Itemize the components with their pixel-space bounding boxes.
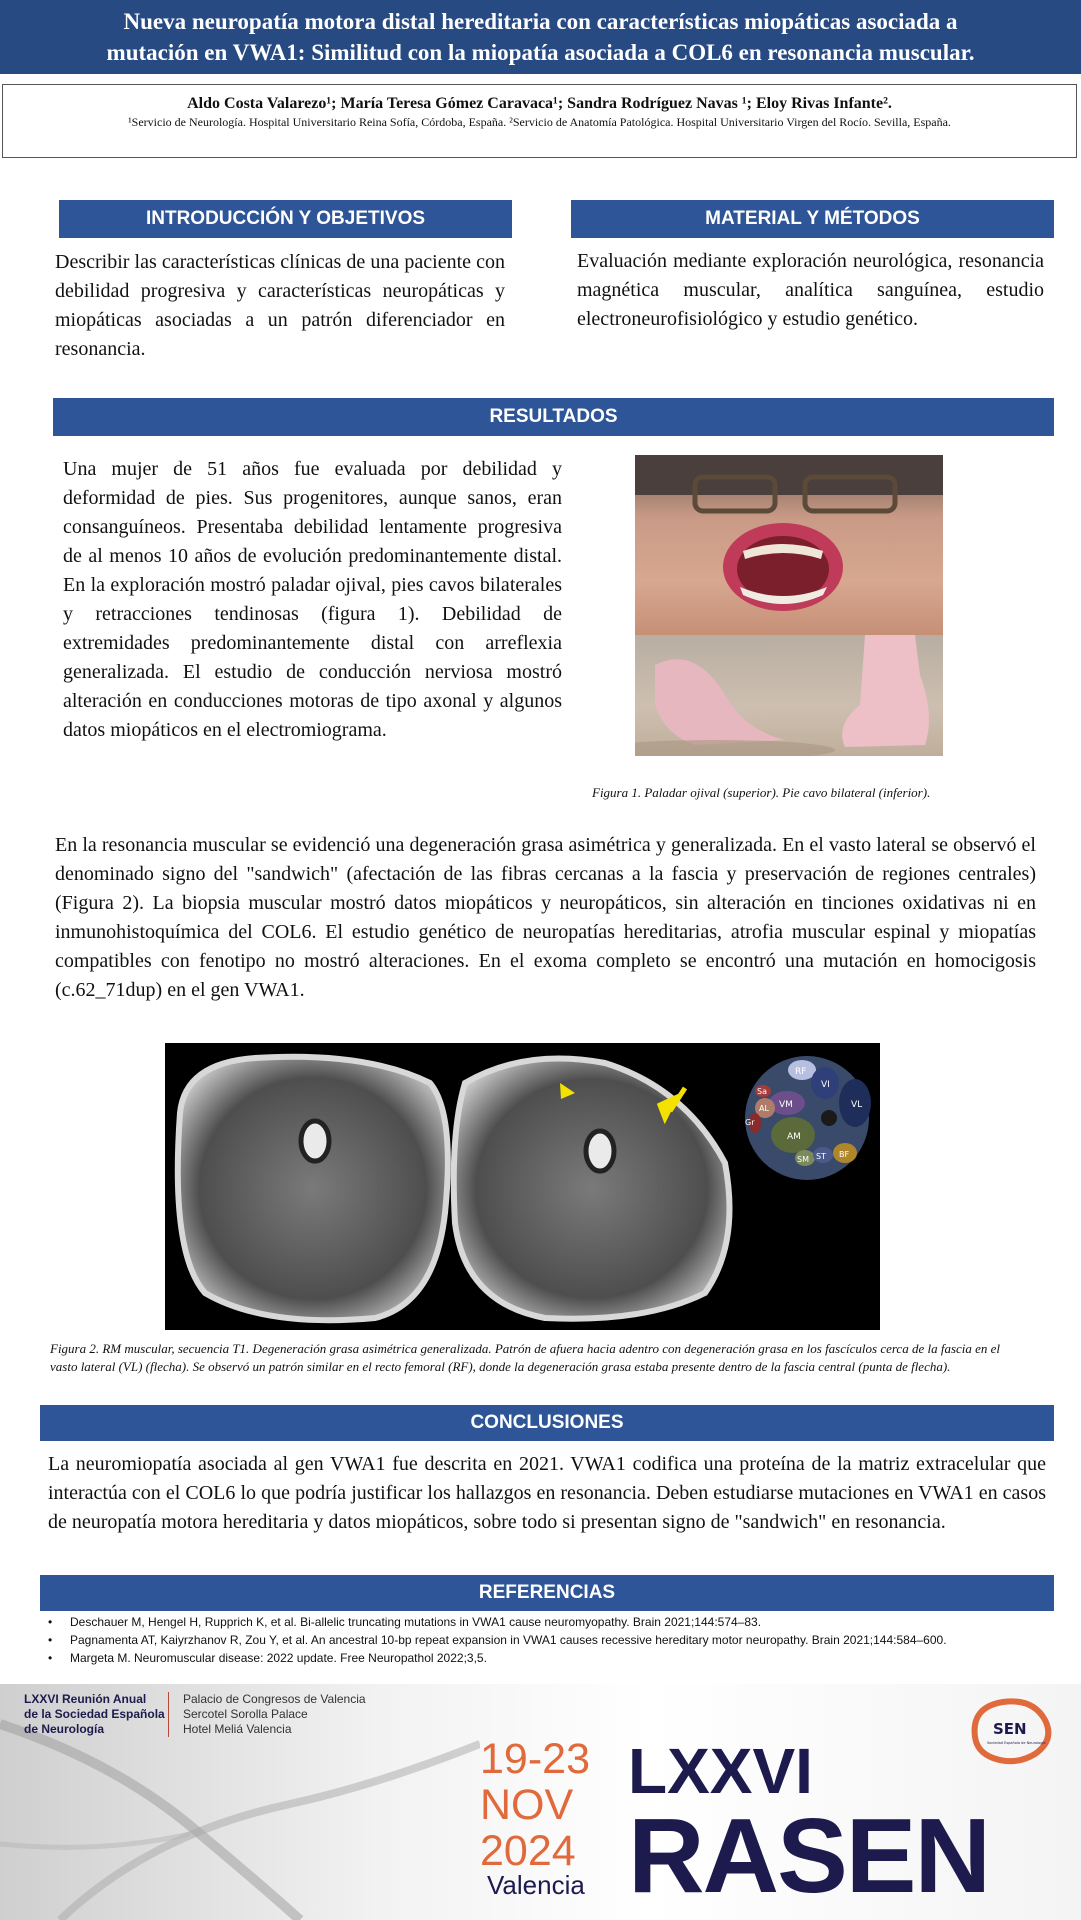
date-month: NOV	[480, 1781, 574, 1829]
authors: Aldo Costa Valarezo¹; María Teresa Gómez Caravaca¹; Sandra Rodríguez Navas ¹; Eloy Rivas Infante².	[187, 95, 892, 112]
conclusions-heading: CONCLUSIONES	[40, 1405, 1054, 1441]
label-Sa: Sa	[757, 1087, 767, 1096]
organizer-line-2: de la Sociedad Española	[24, 1707, 165, 1721]
venue-line-2: Sercotel Sorolla Palace	[183, 1707, 308, 1721]
event-numeral: LXXVI	[628, 1735, 813, 1807]
results-text-1: Una mujer de 51 años fue evaluada por debilidad y deformidad de pies. Sus progenitores, aunque sanos, eran consanguíneos. Presentaba debilidad lentamente progresiva de al menos 10 años de evolución predominantemente distal. En la exploración mostró paladar ojival, pies cavos bilaterales y retracciones tendinosas (figura 1). Debilidad de extremidades predominantemente distal con arreflexia generalizada. El estudio de conducción nerviosa mostró alteración en conducciones motoras de tipo axonal y algunos datos miopáticos en el electromiograma.	[63, 458, 562, 741]
figure2-mri-image	[165, 1043, 880, 1330]
label-RF: RF	[795, 1067, 807, 1077]
reference-item: • Deschauer M, Hengel H, Rupprich K, et al. Bi-allelic truncating mutations in VWA1 cause neuromyopathy. Brain 2021;144:574–83.	[48, 1613, 1058, 1631]
methods-heading: MATERIAL Y MÉTODOS	[571, 200, 1054, 238]
intro-heading: INTRODUCCIÓN Y OBJETIVOS	[59, 200, 512, 238]
label-AM: AM	[787, 1132, 801, 1142]
logo-text: SEN	[993, 1720, 1027, 1738]
affiliations: ¹Servicio de Neurología. Hospital Universitario Reina Sofía, Córdoba, España. ²Servicio de Anatomía Patológica. Hospital Universitario Virgen del Rocío. Sevilla, España.	[128, 115, 951, 129]
intro-text: Describir las características clínicas de una paciente con debilidad progresiva y características neuropáticas y miopáticas asociadas a un patrón diferenciador en resonancia.	[55, 251, 505, 360]
date-days: 19-23	[480, 1735, 590, 1783]
authors-box	[2, 84, 1077, 158]
mri-illustration	[165, 1043, 880, 1330]
figure1-feet-photo	[635, 635, 943, 756]
sen-logo	[963, 1692, 1057, 1772]
logo-subtext: Sociedad Española de Neurología	[987, 1741, 1046, 1745]
reference-item: • Pagnamenta AT, Kaiyrzhanov R, Zou Y, et al. An ancestral 10-bp repeat expansion in VWA1 causes recessive hereditary motor neuropathy. Brain 2021;144:584–600.	[48, 1631, 1058, 1649]
brain-logo-icon	[963, 1692, 1057, 1772]
figure2-caption: Figura 2. RM muscular, secuencia T1. Degeneración grasa asimétrica generalizada. Patrón de afuera hacia adentro con degeneración grasa en los fascículos cerca de la fascia en el vasto lateral (VL) (flecha). Se observó un patrón similar en el recto femoral (RF), donde la degeneración grasa estaba presente dentro de la fascia central (punta de flecha).	[50, 1341, 1001, 1374]
date-year: 2024	[480, 1827, 576, 1875]
congress-dates	[480, 1736, 590, 1874]
event-name: RASEN	[628, 1797, 990, 1915]
feet-illustration	[635, 635, 943, 756]
conclusions-text: La neuromiopatía asociada al gen VWA1 fue descrita en 2021. VWA1 codifica una proteína de la matriz extracelular que interactúa con el COL6 lo que podría justificar los hallazgos en resonancia. Deben estudiarse mutaciones en VWA1 en casos de neuropatía motora hereditaria y datos miopáticos, sobre todo si presentan signo de "sandwich" en resonancia.	[48, 1453, 1046, 1533]
label-BF: BF	[839, 1150, 850, 1159]
congress-organizer	[24, 1692, 165, 1737]
results-heading: RESULTADOS	[53, 398, 1054, 436]
congress-footer	[0, 1684, 1081, 1920]
label-Gr: Gr	[745, 1118, 755, 1127]
congress-venues	[168, 1692, 366, 1737]
organizer-line-3: de Neurología	[24, 1722, 105, 1736]
venue-line-1: Palacio de Congresos de Valencia	[183, 1692, 366, 1706]
results-text-2: En la resonancia muscular se evidenció una degeneración grasa asimétrica y generalizada. En el vasto lateral se observó el denominado signo del "sandwich" (afectación de las fibras cercanas a la fascia y preservación de regiones centrales) (Figura 2). La biopsia muscular mostró datos miopáticos y neuropáticos, sin alteración en tinciones oxidativas ni en inmunohistoquímica del COL6. El estudio genético de neuropatías hereditarias, atrofia muscular espinal y miopatías compatibles con fenotipo no mostró alteraciones. En el exoma completo se encontró una mutación en homocigosis (c.62_71dup) en el gen VWA1.	[55, 834, 1036, 1001]
figure1-caption: Figura 1. Paladar ojival (superior). Pie cavo bilateral (inferior).	[592, 785, 931, 800]
label-ST: ST	[816, 1152, 826, 1161]
organizer-line-1: LXXVI Reunión Anual	[24, 1692, 147, 1706]
title-line-2: mutación en VWA1: Similitud con la miopatía asociada a COL6 en resonancia muscular.	[106, 40, 975, 65]
title-line-1: Nueva neuropatía motora distal hereditaria con características miopáticas asociada a	[123, 9, 958, 34]
venue-line-3: Hotel Meliá Valencia	[183, 1722, 292, 1736]
figure1-palate-photo	[635, 455, 943, 635]
label-VI: VI	[821, 1080, 830, 1090]
methods-text: Evaluación mediante exploración neurológica, resonancia magnética muscular, analítica sanguínea, estudio electroneurofisiológico y estudio genético.	[577, 250, 1044, 330]
references-list	[48, 1613, 1058, 1667]
label-SM: SM	[797, 1155, 809, 1164]
label-VM: VM	[779, 1100, 793, 1110]
label-AL: AL	[759, 1104, 769, 1113]
congress-city: Valencia	[487, 1870, 585, 1900]
references-heading: REFERENCIAS	[40, 1575, 1054, 1611]
reference-item: • Margeta M. Neuromuscular disease: 2022 update. Free Neuropathol 2022;3,5.	[48, 1649, 1058, 1667]
label-VL: VL	[851, 1100, 863, 1110]
palate-illustration	[635, 455, 943, 635]
poster-title	[0, 0, 1081, 74]
